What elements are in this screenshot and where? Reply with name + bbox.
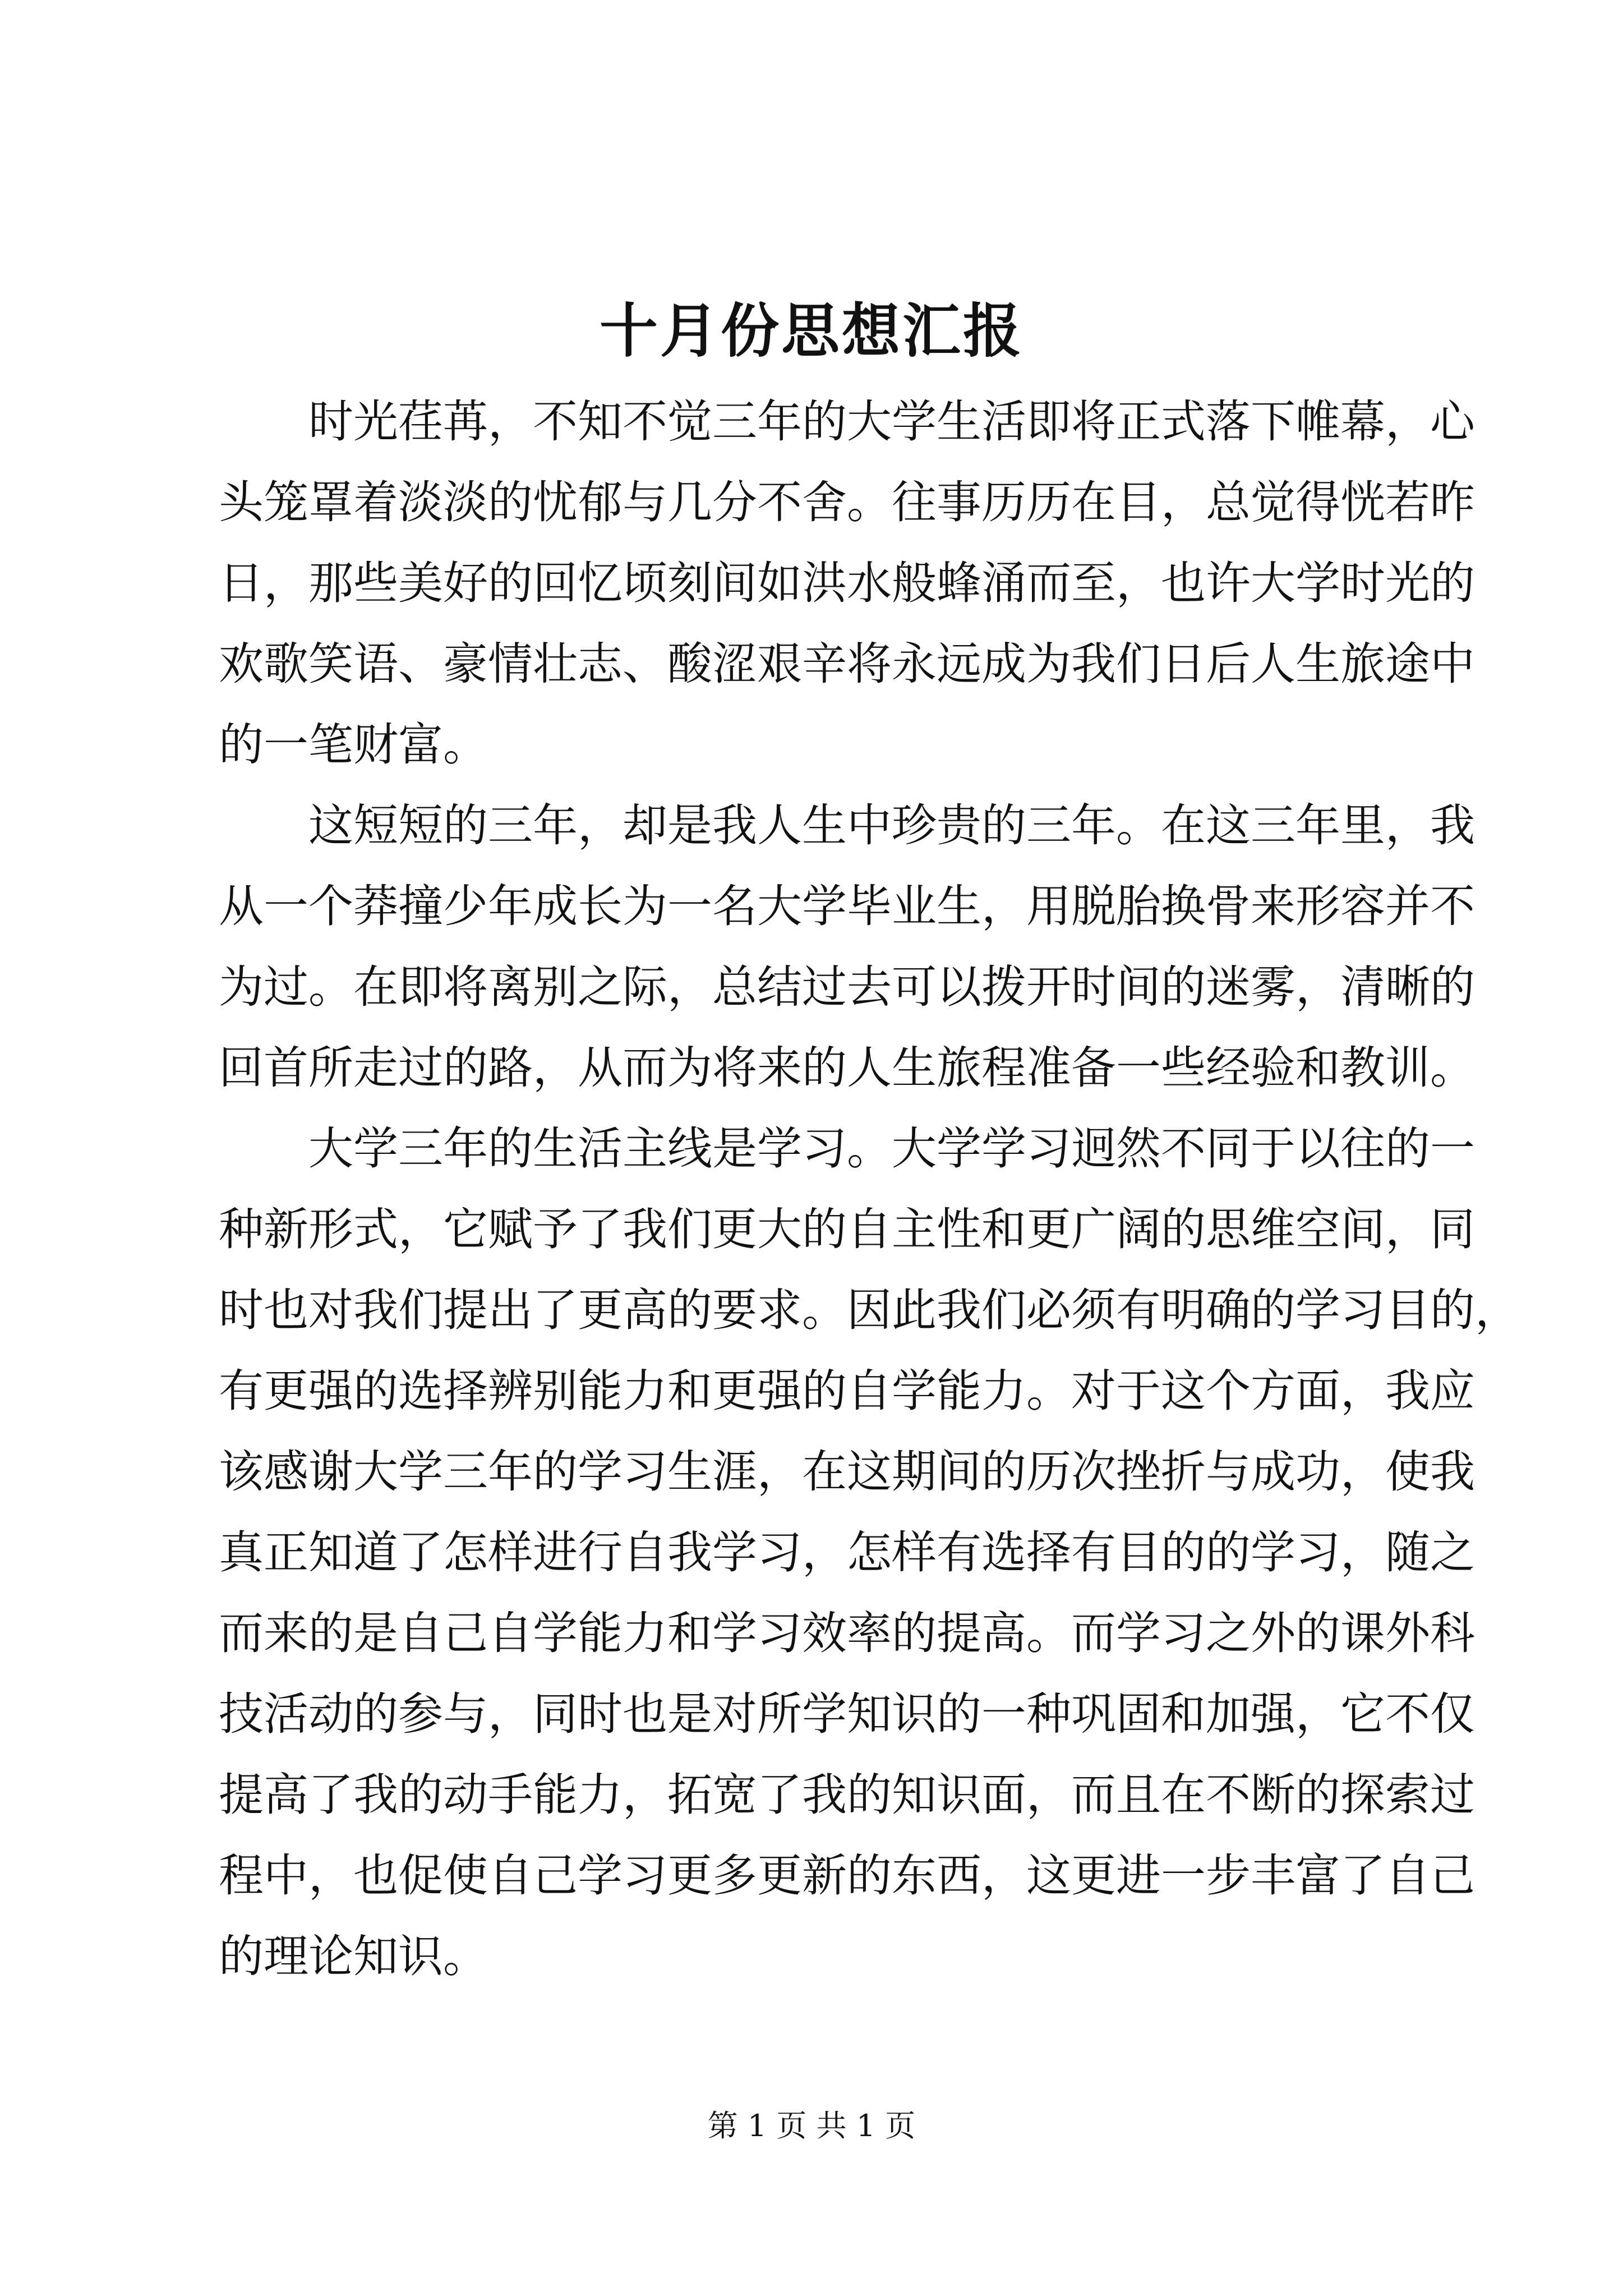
- paragraph-line: 大学三年的生活主线是学习。大学学习迥然不同于以往的一: [308, 1122, 1475, 1175]
- paragraph-line: 头笼罩着淡淡的忧郁与几分不舍。往事历历在目，总觉得恍若昨: [219, 476, 1475, 528]
- paragraph-line: 真正知道了怎样进行自我学习，怎样有选择有目的的学习，随之: [219, 1526, 1475, 1579]
- paragraph-line: 该感谢大学三年的学习生涯，在这期间的历次挫折与成功，使我: [219, 1446, 1475, 1498]
- paragraph-line: 的一笔财富。: [219, 719, 488, 771]
- document-title: 十月份思想汇报: [599, 296, 1023, 365]
- paragraph-line: 而来的是自己自学能力和学习效率的提高。而学习之外的课外科: [219, 1607, 1475, 1659]
- paragraph-line: 时也对我们提出了更高的要求。因此我们必须有明确的学习目的，: [219, 1284, 1520, 1336]
- paragraph-line: 程中，也促使自己学习更多更新的东西，这更进一步丰富了自己: [219, 1849, 1475, 1902]
- paragraph-line: 种新形式，它赋予了我们更大的自主性和更广阔的思维空间，同: [219, 1203, 1475, 1255]
- paragraph-line: 为过。在即将离别之际，总结过去可以拨开时间的迷雾，清晰的: [219, 961, 1475, 1013]
- paragraph-line: 这短短的三年，却是我人生中珍贵的三年。在这三年里，我: [308, 799, 1475, 852]
- paragraph-line: 的理论知识。: [219, 1930, 488, 1982]
- paragraph-1: [219, 381, 1475, 785]
- paragraph-line: 欢歌笑语、豪情壮志、酸涩艰辛将永远成为我们日后人生旅途中: [219, 638, 1475, 690]
- page-footer: 第 1 页 共 1 页: [707, 2108, 916, 2143]
- paragraph-line: 回首所走过的路，从而为将来的人生旅程准备一些经验和教训。: [219, 1042, 1475, 1094]
- paragraph-line: 技活动的参与，同时也是对所学知识的一种巩固和加强，它不仅: [219, 1688, 1475, 1740]
- paragraph-line: 有更强的选择辨别能力和更强的自学能力。对于这个方面，我应: [219, 1365, 1475, 1417]
- paragraph-line: 日，那些美好的回忆顷刻间如洪水般蜂涌而至，也许大学时光的: [219, 557, 1475, 609]
- paragraph-3: [219, 1108, 1520, 1997]
- paragraph-2: [219, 785, 1475, 1108]
- paragraph-line: 提高了我的动手能力，拓宽了我的知识面，而且在不断的探索过: [219, 1769, 1475, 1821]
- paragraph-line: 从一个莽撞少年成长为一名大学毕业生，用脱胎换骨来形容并不: [219, 880, 1475, 932]
- paragraph-line: 时光荏苒，不知不觉三年的大学生活即将正式落下帷幕，心: [308, 395, 1475, 448]
